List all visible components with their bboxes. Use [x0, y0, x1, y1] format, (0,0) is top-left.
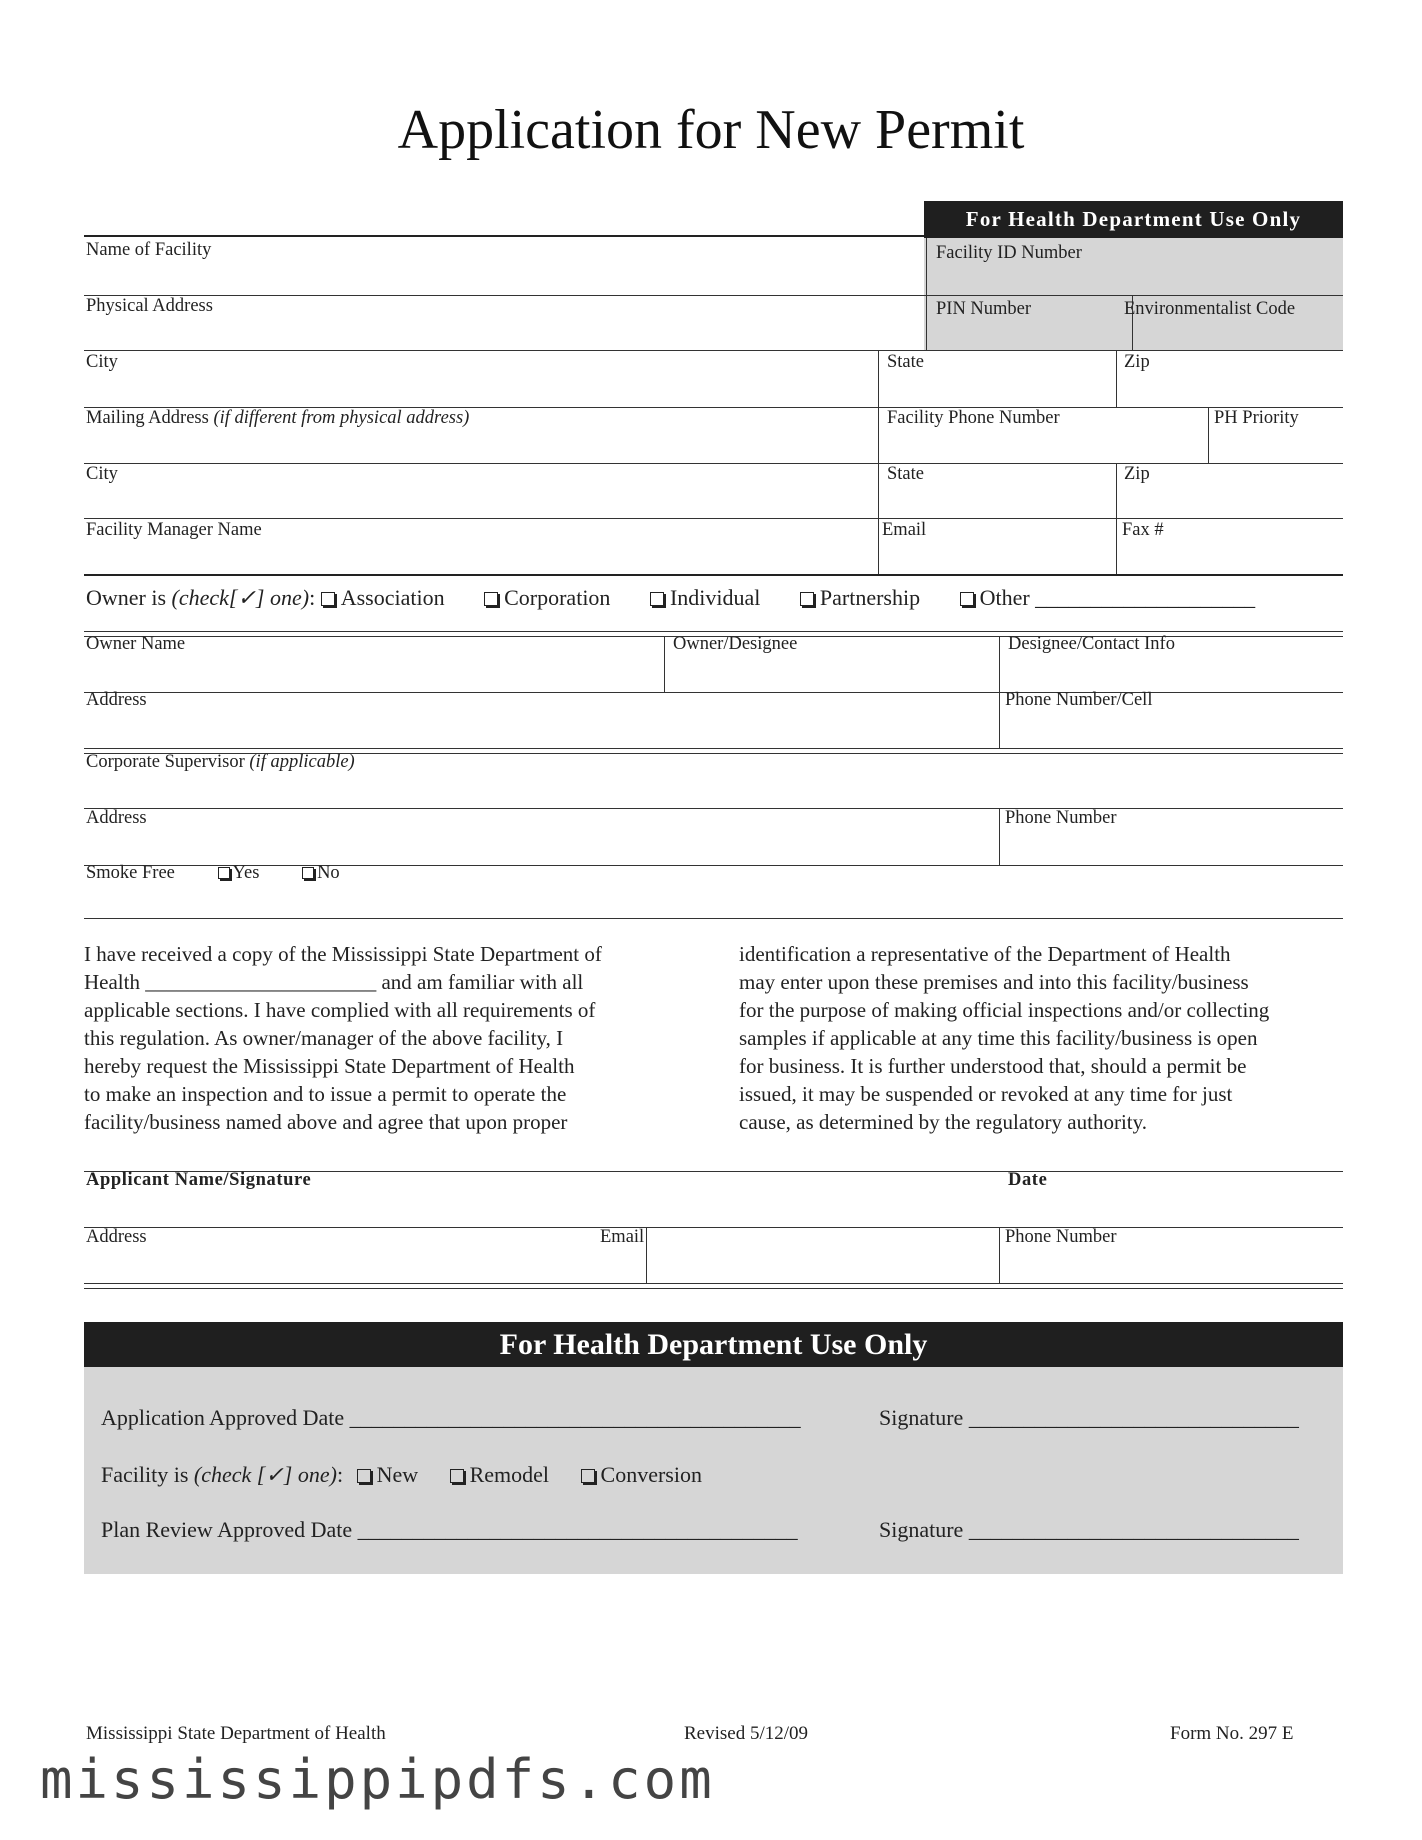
checkbox-icon[interactable] [484, 592, 498, 606]
footer-agency: Mississippi State Department of Health [86, 1723, 386, 1744]
hd-box-header-text: For Health Department Use Only [965, 207, 1302, 231]
statement-left-column [84, 940, 704, 1136]
checkbox-icon[interactable] [218, 867, 230, 879]
mailing-address-label [86, 408, 469, 429]
checkbox-icon[interactable] [650, 592, 664, 606]
owner-name-label: Owner Name [86, 634, 186, 654]
email-label: Email [882, 520, 927, 540]
owner-type-label: Owner is [86, 585, 167, 610]
statement-line: applicable sections. I have complied with all requirements of [84, 998, 596, 1022]
owner-partnership-option[interactable] [800, 585, 920, 610]
facility-remodel-option[interactable] [450, 1462, 549, 1487]
pin-number-label: PIN Number [936, 299, 1032, 319]
owner-association-option[interactable] [321, 585, 445, 610]
owner-individual-text: Individual [669, 585, 761, 610]
applicant-email-label: Email [600, 1227, 645, 1247]
designee-contact-label: Designee/Contact Info [1008, 634, 1175, 654]
owner-type-row: Owner is (check[✓] one): Association Corporation Individual Partnership Other ____________________ [86, 585, 1256, 610]
application-approved-row [101, 1405, 801, 1431]
facility-name-label: Name of Facility [86, 240, 212, 260]
watermark: mississippipdfs.com [40, 1748, 715, 1811]
facility-new-text: New [376, 1462, 419, 1487]
owner-partnership-text: Partnership [819, 585, 921, 610]
mailing-city-label: City [86, 464, 118, 484]
plan-review-label: Plan Review Approved Date [101, 1517, 353, 1542]
applicant-phone-label: Phone Number [1005, 1227, 1117, 1247]
facility-phone-label: Facility Phone Number [887, 408, 1060, 428]
ph-priority-label: PH Priority [1214, 408, 1299, 428]
owner-corporation-text: Corporation [504, 585, 611, 610]
owner-other-blank[interactable]: ____________________ [1035, 585, 1256, 610]
signature-row-1 [879, 1405, 1299, 1431]
smoke-free-yes-text: Yes [232, 863, 260, 883]
city-label: City [86, 352, 118, 372]
fax-label: Fax # [1122, 520, 1164, 540]
statement-line: cause, as determined by the regulatory authority. [739, 1110, 1147, 1134]
phone-cell-label: Phone Number/Cell [1005, 690, 1153, 710]
plan-review-blank[interactable]: ________________________________________ [357, 1517, 798, 1542]
statement-line: for the purpose of making official inspections and/or collecting [739, 998, 1270, 1022]
statement-line: may enter upon these premises and into this facility/business [739, 970, 1249, 994]
footer-revised: Revised 5/12/09 [684, 1723, 809, 1744]
signature-label-2: Signature [879, 1517, 964, 1542]
footer-form-number: Form No. 297 E [1170, 1723, 1294, 1744]
owner-other-text: Other [979, 585, 1030, 610]
owner-corporation-option[interactable] [484, 585, 610, 610]
supervisor-address-label: Address [86, 808, 147, 828]
facility-manager-label: Facility Manager Name [86, 520, 262, 540]
owner-other-option[interactable] [960, 585, 1256, 610]
smoke-free-no-text: No [317, 863, 340, 883]
owner-designee-label: Owner/Designee [673, 634, 798, 654]
statement-line: samples if applicable at any time this facility/business is open [739, 1026, 1258, 1050]
application-approved-label: Application Approved Date [101, 1405, 345, 1430]
facility-remodel-text: Remodel [469, 1462, 550, 1487]
facility-is-note: (check [✓] one) [193, 1462, 337, 1487]
statement-line: to make an inspection and to issue a permit to operate the [84, 1082, 567, 1106]
state-label: State [887, 352, 924, 372]
statement-line: this regulation. As owner/manager of the above facility, I [84, 1026, 564, 1050]
signature-blank-2[interactable]: ______________________________ [968, 1517, 1299, 1542]
applicant-address-label: Address [86, 1227, 147, 1247]
mailing-state-label: State [887, 464, 924, 484]
signature-row-2 [879, 1517, 1299, 1543]
smoke-free-label: Smoke Free [86, 863, 175, 883]
signature-blank-1[interactable]: ______________________________ [968, 1405, 1299, 1430]
application-approved-blank[interactable]: _________________________________________ [349, 1405, 801, 1430]
applicant-date-label: Date [1008, 1170, 1048, 1190]
applicant-name-signature-label: Applicant Name/Signature [86, 1170, 312, 1190]
checkbox-icon[interactable] [357, 1469, 371, 1483]
checkbox-icon[interactable] [581, 1469, 595, 1483]
statement-line: facility/business named above and agree that upon proper [84, 1110, 568, 1134]
supervisor-phone-label: Phone Number [1005, 808, 1117, 828]
facility-conversion-option[interactable] [581, 1462, 702, 1487]
mailing-address-note: (if different from physical address) [213, 408, 470, 428]
corp-supervisor-label [86, 752, 355, 773]
statement-line: issued, it may be suspended or revoked at any time for just [739, 1082, 1233, 1106]
statement-line: I have received a copy of the Mississippi State Department of [84, 942, 602, 966]
office-use-header-text: For Health Department Use Only [499, 1328, 928, 1361]
checkbox-icon[interactable] [800, 592, 814, 606]
statement-right-column [739, 940, 1359, 1136]
corp-supervisor-note: (if applicable) [249, 752, 355, 772]
owner-association-text: Association [340, 585, 445, 610]
smoke-free-yes-option[interactable] [218, 863, 260, 883]
statement-line: for business. It is further understood that, should a permit be [739, 1054, 1247, 1078]
plan-review-row [101, 1517, 798, 1543]
facility-id-label: Facility ID Number [936, 243, 1082, 263]
mailing-address-text: Mailing Address [86, 408, 209, 428]
zip-label: Zip [1124, 352, 1150, 372]
smoke-free-no-option[interactable] [302, 863, 340, 883]
facility-new-option[interactable] [357, 1462, 419, 1487]
statement-line: hereby request the Mississippi State Department of Health [84, 1054, 575, 1078]
owner-individual-option[interactable] [650, 585, 760, 610]
corp-supervisor-text: Corporate Supervisor [86, 752, 245, 772]
owner-address-label: Address [86, 690, 147, 710]
facility-is-label: Facility is [101, 1462, 189, 1487]
signature-label-1: Signature [879, 1405, 964, 1430]
office-use-header [84, 1322, 1343, 1367]
statement-line: identification a representative of the Department of Health [739, 942, 1231, 966]
checkbox-icon[interactable] [450, 1469, 464, 1483]
checkbox-icon[interactable] [321, 592, 335, 606]
facility-top-rule [84, 235, 924, 237]
checkbox-icon[interactable] [960, 592, 974, 606]
smoke-free-row [86, 863, 340, 884]
statement-line: Health ______________________ and am familiar with all [84, 970, 584, 994]
facility-is-row: Facility is (check [✓] one): New Remodel Conversion [101, 1462, 702, 1487]
checkbox-icon[interactable] [302, 867, 314, 879]
env-code-label: Environmentalist Code [1124, 299, 1296, 319]
owner-type-note: (check[✓] one) [171, 585, 310, 610]
facility-conversion-text: Conversion [600, 1462, 702, 1487]
physical-address-label: Physical Address [86, 296, 213, 316]
page-title: Application for New Permit [397, 99, 1025, 161]
hd-box-header [924, 201, 1343, 238]
mailing-zip-label: Zip [1124, 464, 1150, 484]
